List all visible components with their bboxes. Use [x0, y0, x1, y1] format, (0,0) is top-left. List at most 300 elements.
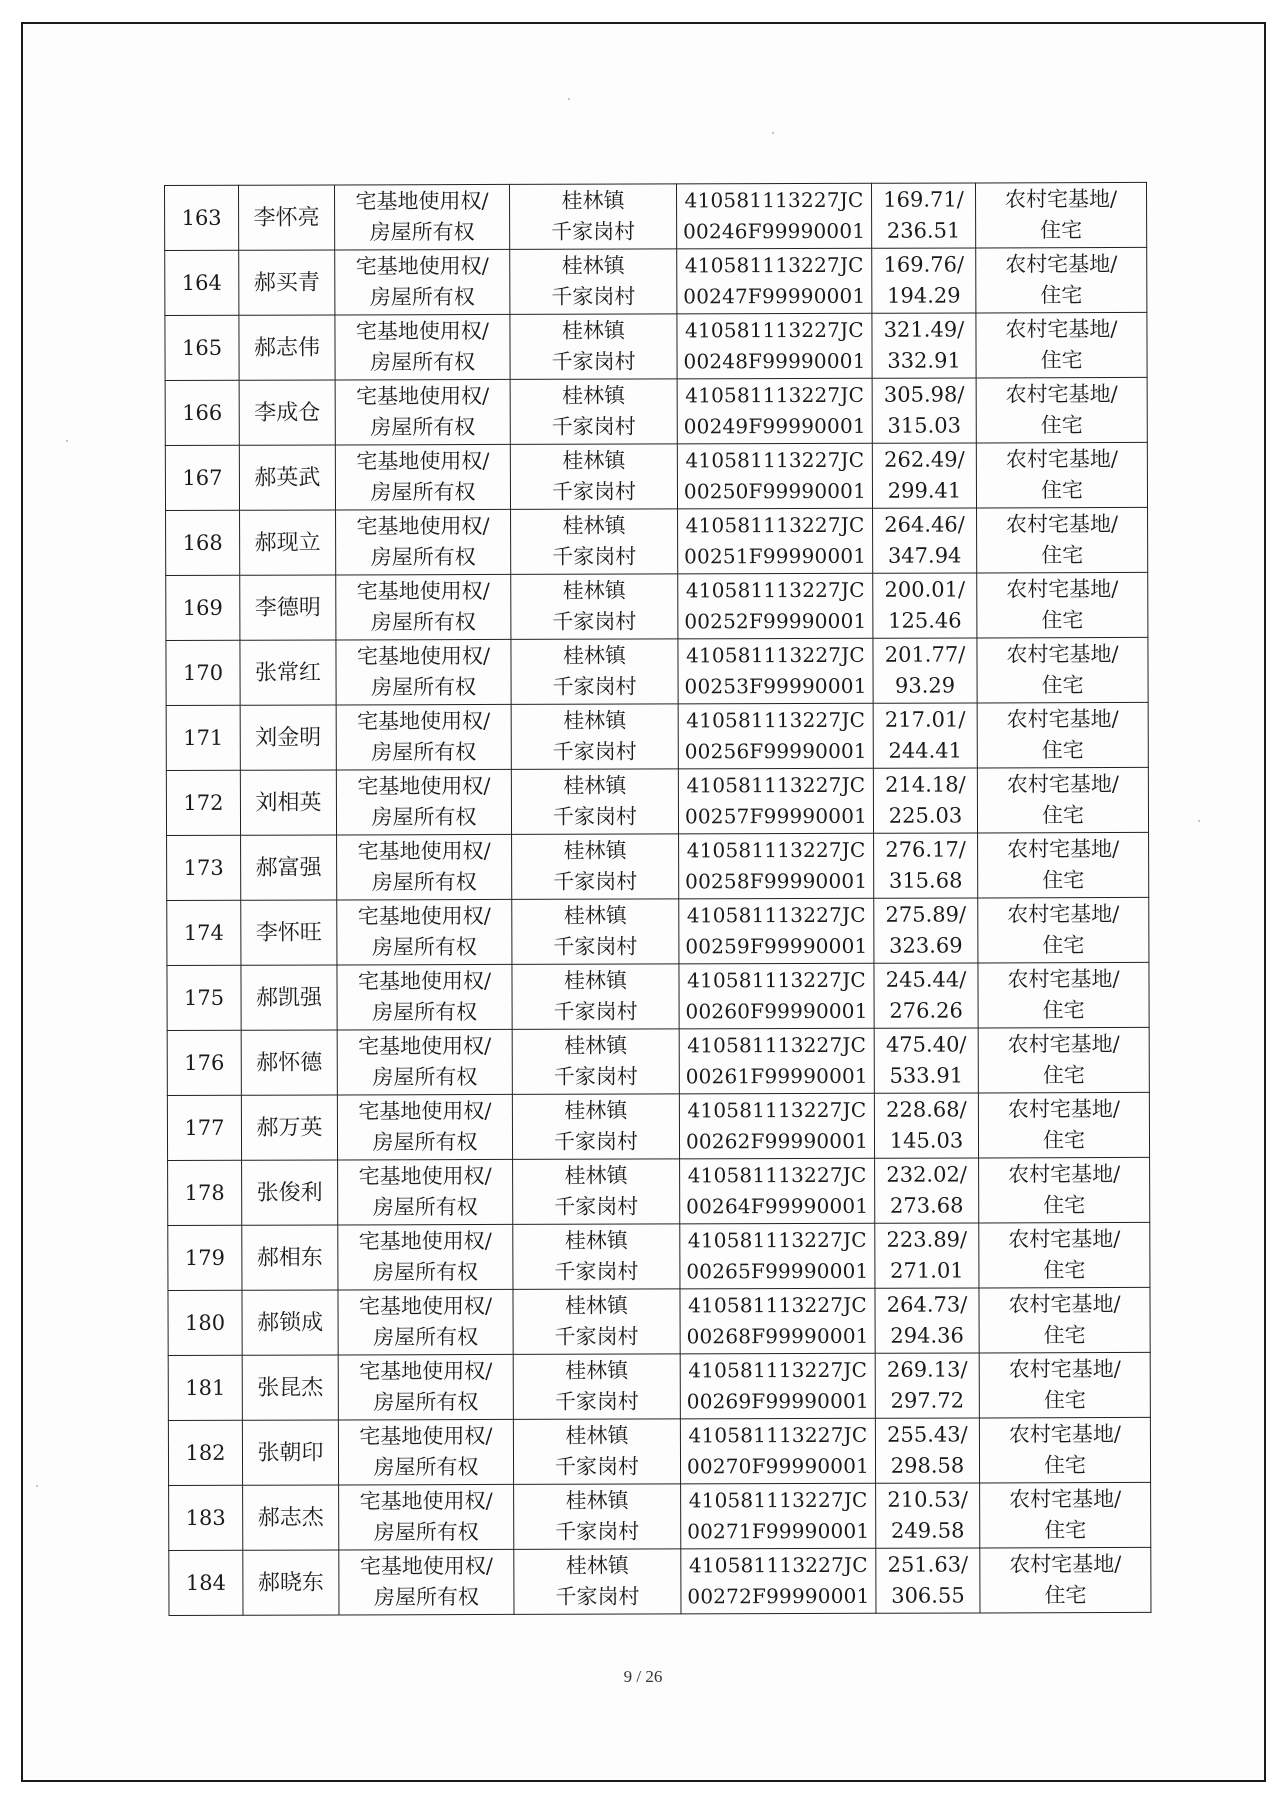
area-cell [874, 833, 978, 898]
usage-cell [978, 1092, 1149, 1158]
unit-code-line: 00259F99990001 [685, 933, 868, 959]
row-number-cell: 179 [168, 1225, 242, 1290]
usage-line: 住宅 [1042, 1128, 1086, 1153]
right-type-line: 宅基地使用权/ [358, 1163, 492, 1189]
usage-line: 农村宅基地/ [1007, 967, 1120, 992]
right-type-line: 宅基地使用权/ [357, 968, 492, 994]
location-line: 桂林镇 [561, 188, 625, 213]
location-line: 桂林镇 [563, 708, 627, 733]
unit-code-cell [677, 248, 872, 314]
location-cell [510, 444, 677, 510]
usage-line: 住宅 [1043, 1453, 1087, 1478]
usage-line: 农村宅基地/ [1009, 1551, 1122, 1577]
row-number-cell: 178 [168, 1160, 242, 1225]
row-number-cell: 164 [165, 250, 239, 315]
right-type-line: 宅基地使用权/ [357, 773, 491, 799]
usage-cell [978, 1027, 1149, 1093]
right-type-cell [338, 1289, 513, 1355]
right-type-line: 房屋所有权 [370, 545, 476, 570]
table-row [165, 377, 1147, 445]
table-row [165, 312, 1147, 380]
area-line: 228.68/ [886, 1097, 967, 1122]
right-type-line: 宅基地使用权/ [357, 903, 491, 929]
right-type-line: 宅基地使用权/ [355, 188, 489, 214]
right-type-line: 房屋所有权 [372, 1065, 478, 1090]
table-row [169, 1482, 1151, 1550]
location-cell [511, 639, 678, 705]
area-line: 200.01/ [884, 577, 966, 602]
unit-code-cell [678, 573, 873, 639]
right-type-line: 房屋所有权 [369, 220, 475, 245]
scan-speck [36, 1485, 38, 1487]
right-type-line: 宅基地使用权/ [359, 1488, 493, 1514]
scan-speck [772, 132, 774, 134]
area-cell [876, 1548, 980, 1613]
right-type-line: 宅基地使用权/ [358, 1228, 492, 1254]
area-cell [873, 703, 977, 768]
unit-code-line: 410581113227JC [687, 1227, 867, 1253]
right-type-line: 宅基地使用权/ [356, 383, 490, 409]
owner-name-cell: 郝晓东 [243, 1550, 339, 1615]
usage-line: 农村宅基地/ [1007, 837, 1120, 862]
area-line: 306.55 [891, 1583, 965, 1608]
row-number-cell: 177 [167, 1095, 241, 1160]
unit-code-cell [680, 1223, 875, 1289]
table-row [167, 962, 1149, 1030]
owner-name-cell: 张俊利 [242, 1160, 338, 1225]
location-line: 桂林镇 [565, 1423, 629, 1448]
unit-code-cell [677, 313, 872, 379]
usage-cell [977, 507, 1148, 573]
unit-code-line: 00265F99990001 [686, 1258, 869, 1284]
area-line: 269.13/ [886, 1357, 968, 1382]
table-row [166, 572, 1148, 640]
location-line: 桂林镇 [562, 643, 627, 668]
location-line: 千家岗村 [553, 1129, 639, 1154]
table-row [165, 182, 1147, 250]
unit-code-line: 00262F99990001 [685, 1128, 869, 1154]
location-cell [511, 704, 678, 770]
unit-code-cell [677, 443, 872, 509]
unit-code-line: 00272F99990001 [687, 1583, 870, 1609]
location-cell [510, 249, 677, 315]
usage-line: 农村宅基地/ [1005, 317, 1118, 342]
row-number-cell: 175 [167, 965, 241, 1030]
location-line: 千家岗村 [553, 869, 638, 894]
area-cell [874, 1028, 978, 1093]
area-line: 273.68 [889, 1193, 964, 1218]
area-line: 201.77/ [884, 642, 966, 667]
right-type-cell [336, 704, 511, 770]
unit-code-cell [681, 1483, 876, 1549]
usage-cell [980, 1482, 1151, 1548]
right-type-line: 房屋所有权 [372, 1000, 478, 1025]
table-row [166, 767, 1148, 835]
usage-line: 农村宅基地/ [1006, 577, 1119, 602]
area-line: 244.41 [888, 738, 963, 763]
area-line: 236.51 [886, 218, 961, 243]
location-cell [513, 1224, 680, 1290]
usage-cell [979, 1417, 1150, 1483]
right-type-cell [338, 1419, 513, 1485]
area-cell [872, 313, 976, 378]
right-type-line: 房屋所有权 [369, 285, 475, 310]
usage-line: 农村宅基地/ [1007, 902, 1120, 927]
area-cell [873, 508, 977, 573]
right-type-cell [338, 1224, 513, 1290]
right-type-cell [336, 509, 511, 575]
usage-cell [979, 1352, 1150, 1418]
area-line: 276.17/ [885, 837, 966, 862]
right-type-line: 宅基地使用权/ [355, 253, 489, 279]
location-cell [514, 1484, 681, 1550]
right-type-cell [338, 1354, 513, 1420]
right-type-line: 房屋所有权 [373, 1520, 479, 1545]
location-line: 千家岗村 [552, 674, 637, 699]
location-line: 千家岗村 [553, 999, 638, 1024]
owner-name-cell: 郝志伟 [239, 315, 335, 380]
usage-line: 住宅 [1041, 673, 1084, 698]
unit-code-line: 00261F99990001 [685, 1063, 868, 1089]
area-line: 232.02/ [886, 1162, 967, 1187]
right-type-cell [337, 1094, 512, 1160]
usage-line: 住宅 [1042, 998, 1085, 1023]
location-cell [513, 1354, 680, 1420]
right-type-cell [337, 964, 512, 1030]
right-type-line: 房屋所有权 [372, 1260, 478, 1285]
right-type-line: 宅基地使用权/ [356, 448, 490, 474]
owner-name-cell: 李怀旺 [241, 900, 337, 965]
location-cell [512, 899, 679, 965]
row-number-cell: 180 [168, 1290, 242, 1355]
area-cell [874, 1093, 978, 1158]
area-line: 297.72 [890, 1388, 965, 1413]
unit-code-line: 410581113227JC [686, 837, 866, 863]
area-line: 299.41 [887, 478, 962, 503]
usage-cell [976, 442, 1147, 508]
unit-code-cell [678, 638, 873, 704]
area-line: 169.71/ [883, 187, 964, 212]
location-line: 千家岗村 [553, 934, 638, 959]
area-line: 264.73/ [886, 1292, 968, 1317]
location-cell [511, 509, 678, 575]
usage-line: 住宅 [1040, 413, 1083, 438]
row-number-cell: 168 [166, 510, 240, 575]
unit-code-cell [678, 508, 873, 574]
area-cell [874, 963, 978, 1028]
usage-line: 住宅 [1041, 608, 1084, 633]
area-line: 276.26 [889, 998, 963, 1023]
right-type-cell [335, 184, 510, 250]
right-type-cell [335, 444, 510, 510]
usage-line: 住宅 [1043, 1323, 1086, 1348]
owner-name-cell: 李怀亮 [239, 185, 335, 250]
usage-cell [977, 767, 1148, 833]
location-line: 桂林镇 [563, 838, 627, 863]
right-type-line: 房屋所有权 [373, 1390, 479, 1415]
owner-name-cell: 郝怀德 [241, 1030, 337, 1095]
usage-line: 农村宅基地/ [1006, 707, 1119, 732]
unit-code-line: 410581113227JC [688, 1487, 868, 1513]
unit-code-cell [678, 768, 873, 834]
usage-line: 农村宅基地/ [1007, 1032, 1120, 1057]
owner-name-cell: 李德明 [240, 575, 336, 640]
table-row [165, 247, 1147, 315]
right-type-line: 宅基地使用权/ [359, 1423, 493, 1449]
row-number-cell: 170 [166, 640, 240, 705]
area-cell [875, 1353, 979, 1418]
area-line: 533.91 [889, 1063, 964, 1088]
location-line: 桂林镇 [564, 1033, 628, 1058]
usage-line: 住宅 [1042, 933, 1085, 958]
owner-name-cell: 郝锁成 [242, 1290, 338, 1355]
right-type-cell [339, 1484, 514, 1550]
location-line: 千家岗村 [551, 219, 636, 244]
usage-line: 农村宅基地/ [1008, 1227, 1121, 1252]
usage-line: 住宅 [1040, 478, 1084, 503]
owner-name-cell: 刘相英 [240, 770, 336, 835]
usage-line: 农村宅基地/ [1005, 447, 1118, 472]
area-line: 305.98/ [883, 382, 965, 407]
location-cell [513, 1289, 680, 1355]
unit-code-line: 00247F99990001 [683, 283, 866, 309]
owner-name-cell: 刘金明 [240, 705, 336, 770]
right-type-line: 房屋所有权 [373, 1585, 479, 1610]
unit-code-line: 410581113227JC [686, 707, 866, 733]
scan-speck [66, 440, 68, 442]
unit-code-line: 00251F99990001 [684, 543, 867, 569]
unit-code-line: 410581113227JC [687, 1162, 867, 1188]
table-row [166, 702, 1148, 770]
usage-cell [979, 1157, 1150, 1223]
scan-speck [1198, 820, 1200, 822]
area-line: 210.53/ [887, 1487, 968, 1512]
unit-code-cell [679, 898, 874, 964]
area-line: 125.46 [888, 608, 962, 633]
unit-code-cell [679, 1093, 874, 1159]
right-type-line: 房屋所有权 [370, 350, 476, 375]
right-type-cell [337, 899, 512, 965]
row-number-cell: 172 [166, 770, 240, 835]
usage-line: 农村宅基地/ [1006, 772, 1119, 797]
row-number-cell: 165 [165, 315, 239, 380]
table-row [166, 507, 1148, 575]
right-type-cell [336, 574, 511, 640]
unit-code-line: 410581113227JC [685, 512, 865, 538]
usage-line: 住宅 [1040, 283, 1083, 308]
usage-line: 农村宅基地/ [1008, 1162, 1121, 1187]
unit-code-line: 00258F99990001 [685, 868, 868, 894]
right-type-line: 宅基地使用权/ [357, 838, 491, 864]
page-number: 9 / 26 [623, 1667, 663, 1686]
usage-line: 住宅 [1044, 1518, 1087, 1543]
table-row [165, 442, 1147, 510]
unit-code-line: 410581113227JC [688, 1422, 868, 1448]
location-cell [512, 1094, 679, 1160]
location-line: 桂林镇 [562, 448, 626, 473]
location-line: 千家岗村 [551, 479, 637, 504]
area-line: 323.69 [889, 933, 963, 958]
location-line: 桂林镇 [563, 773, 627, 798]
location-cell [511, 769, 678, 835]
area-cell [873, 573, 977, 638]
right-type-line: 宅基地使用权/ [358, 1033, 492, 1059]
location-cell [512, 964, 679, 1030]
location-cell [511, 574, 678, 640]
usage-line: 农村宅基地/ [1005, 382, 1118, 407]
unit-code-cell [679, 833, 874, 899]
unit-code-line: 410581113227JC [684, 252, 864, 278]
unit-code-cell [680, 1353, 875, 1419]
area-cell [872, 443, 976, 508]
usage-cell [978, 897, 1149, 963]
row-number-cell: 163 [165, 185, 239, 250]
unit-code-line: 410581113227JC [686, 902, 866, 928]
unit-code-line: 410581113227JC [684, 317, 864, 343]
unit-code-line: 00249F99990001 [683, 413, 866, 439]
location-line: 桂林镇 [562, 513, 626, 538]
owner-name-cell: 郝凯强 [241, 965, 337, 1030]
area-cell [875, 1223, 979, 1288]
area-cell [873, 768, 977, 833]
location-line: 千家岗村 [551, 414, 636, 439]
unit-code-line: 00260F99990001 [685, 998, 868, 1024]
usage-line: 农村宅基地/ [1004, 187, 1118, 212]
usage-line: 农村宅基地/ [1008, 1292, 1121, 1317]
right-type-line: 房屋所有权 [373, 1325, 479, 1350]
location-line: 桂林镇 [564, 1163, 628, 1188]
right-type-line: 房屋所有权 [372, 1130, 478, 1155]
location-cell [513, 1419, 680, 1485]
usage-line: 住宅 [1043, 1388, 1086, 1413]
owner-name-cell: 郝相东 [242, 1225, 338, 1290]
row-number-cell: 166 [165, 380, 239, 445]
table-row [168, 1157, 1150, 1225]
location-line: 桂林镇 [561, 253, 625, 278]
unit-code-cell [679, 1028, 874, 1094]
area-line: 255.43/ [887, 1422, 968, 1447]
area-line: 217.01/ [884, 707, 966, 732]
location-cell [513, 1159, 680, 1225]
row-number-cell: 171 [166, 705, 240, 770]
usage-line: 住宅 [1043, 1193, 1086, 1218]
area-line: 225.03 [888, 803, 963, 828]
area-cell [872, 248, 976, 313]
location-cell [510, 314, 677, 380]
location-line: 千家岗村 [552, 544, 637, 569]
row-number-cell: 176 [167, 1030, 241, 1095]
table-row [168, 1417, 1150, 1485]
location-line: 桂林镇 [564, 1098, 628, 1123]
area-line: 332.91 [887, 348, 961, 373]
owner-name-cell: 张昆杰 [242, 1355, 338, 1420]
location-line: 千家岗村 [551, 349, 636, 374]
right-type-line: 房屋所有权 [371, 935, 477, 960]
unit-code-line: 410581113227JC [688, 1357, 868, 1383]
usage-cell [976, 312, 1147, 378]
usage-cell [978, 962, 1149, 1028]
area-line: 315.03 [887, 413, 962, 438]
unit-code-line: 00252F99990001 [684, 608, 867, 634]
location-line: 千家岗村 [552, 739, 637, 764]
right-type-line: 宅基地使用权/ [356, 513, 490, 539]
right-type-line: 宅基地使用权/ [358, 1293, 493, 1319]
owner-name-cell: 张朝印 [242, 1420, 338, 1485]
usage-cell [979, 1222, 1150, 1288]
unit-code-line: 00264F99990001 [686, 1193, 869, 1219]
right-type-cell [337, 1029, 512, 1095]
right-type-cell [335, 249, 510, 315]
unit-code-line: 410581113227JC [688, 1292, 867, 1318]
unit-code-line: 410581113227JC [687, 967, 866, 993]
area-line: 194.29 [887, 283, 961, 308]
right-type-line: 房屋所有权 [371, 740, 477, 765]
unit-code-line: 410581113227JC [688, 1552, 868, 1578]
right-type-cell [335, 379, 510, 445]
unit-code-line: 410581113227JC [687, 1097, 867, 1123]
usage-cell [975, 182, 1146, 248]
location-line: 桂林镇 [564, 1293, 629, 1318]
right-type-line: 宅基地使用权/ [359, 1553, 493, 1579]
table-row [169, 1547, 1151, 1615]
unit-code-cell [680, 1158, 875, 1224]
owner-name-cell: 郝万英 [241, 1095, 337, 1160]
unit-code-cell [681, 1548, 876, 1614]
usage-line: 农村宅基地/ [1005, 252, 1118, 277]
area-line: 223.89/ [886, 1227, 968, 1252]
unit-code-line: 00248F99990001 [683, 348, 866, 374]
usage-line: 农村宅基地/ [1005, 512, 1119, 537]
unit-code-line: 00256F99990001 [684, 738, 867, 764]
area-line: 214.18/ [885, 772, 966, 797]
location-line: 千家岗村 [553, 1064, 638, 1089]
right-type-cell [337, 834, 512, 900]
table-row [168, 1222, 1150, 1290]
right-type-cell [335, 314, 510, 380]
area-line: 315.68 [888, 868, 963, 893]
usage-line: 住宅 [1041, 543, 1084, 568]
usage-line: 住宅 [1043, 1258, 1086, 1283]
area-cell [876, 1483, 980, 1548]
unit-code-cell [676, 183, 871, 249]
unit-code-line: 410581113227JC [685, 382, 865, 408]
area-line: 93.29 [894, 673, 956, 698]
owner-name-cell: 郝富强 [241, 835, 337, 900]
usage-cell [980, 1547, 1151, 1613]
usage-line: 农村宅基地/ [1006, 642, 1119, 667]
table-row [167, 897, 1149, 965]
location-cell [510, 379, 677, 445]
location-line: 桂林镇 [562, 578, 626, 603]
right-type-line: 宅基地使用权/ [358, 1098, 492, 1124]
property-rights-table [164, 182, 1151, 1616]
location-line: 千家岗村 [554, 1194, 639, 1219]
owner-name-cell: 郝买青 [239, 250, 335, 315]
owner-name-cell: 张常红 [240, 640, 336, 705]
unit-code-line: 410581113227JC [687, 1032, 867, 1058]
unit-code-line: 00257F99990001 [684, 803, 868, 829]
location-line: 千家岗村 [555, 1584, 640, 1609]
area-cell [875, 1288, 979, 1353]
right-type-cell [339, 1549, 514, 1615]
right-type-cell [336, 769, 511, 835]
area-line: 169.76/ [883, 252, 965, 277]
unit-code-cell [678, 703, 873, 769]
area-line: 347.94 [887, 543, 962, 568]
location-cell [509, 184, 676, 250]
location-line: 桂林镇 [563, 968, 628, 993]
row-number-cell: 181 [168, 1355, 242, 1420]
